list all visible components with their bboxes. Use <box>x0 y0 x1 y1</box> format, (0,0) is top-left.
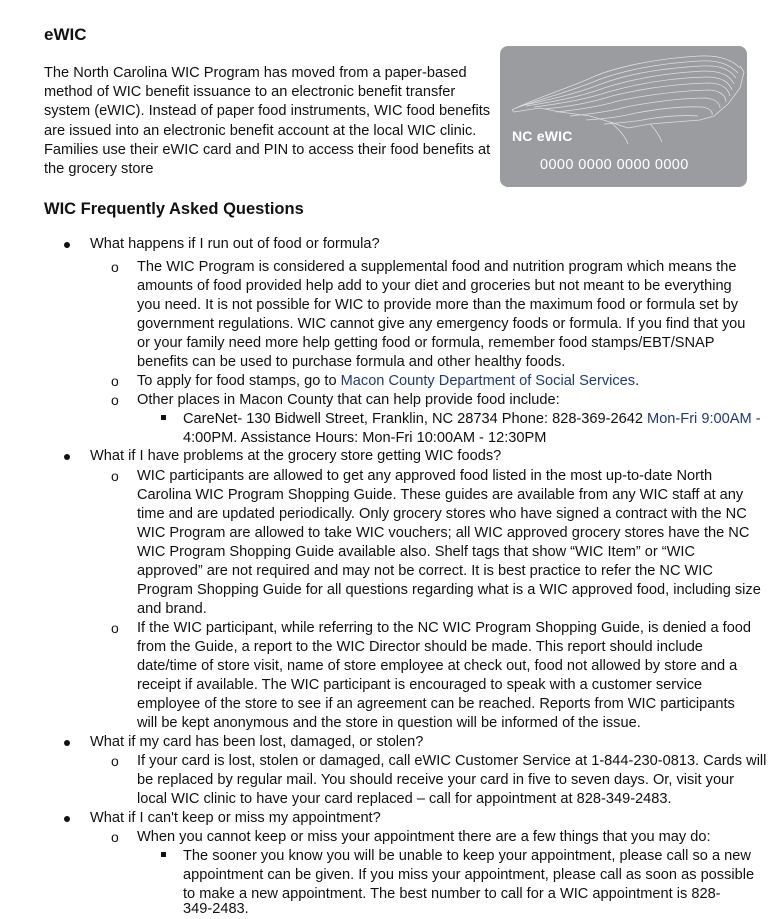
bullet-circle-icon: o <box>111 259 119 275</box>
bullet-circle-icon: o <box>111 392 119 408</box>
answer-line: Carolina WIC Program Shopping Guide. These guides are available from any WIC staff at any <box>137 487 744 503</box>
answer-line: local WIC clinic to have your card replaced – call for appointment at 828-349-2483. <box>137 791 672 807</box>
bullet-circle-icon: o <box>111 620 119 636</box>
answer-line: you need. It is not possible for WIC to provide more than the maximum food or formula set by <box>137 297 739 313</box>
answer-line <box>183 410 761 429</box>
answer-line: 349-2483. <box>183 901 249 917</box>
answer-line: from the Guide, a report to the WIC Director should be made. This report should include <box>137 639 703 655</box>
intro-line: are issued into an electronic benefit account at the local WIC clinic. <box>44 122 477 139</box>
bullet-dot-icon <box>64 816 70 822</box>
carenet-address: CareNet- 130 Bidwell Street, Franklin, NC 28734 Phone: 828-369-2642 <box>183 411 648 427</box>
card-number: 0000 0000 0000 0000 <box>540 157 689 173</box>
answer-line: time and are updated periodically. Only grocery stores who have signed a contract with the NC <box>137 506 747 522</box>
ewic-card-image <box>500 46 747 187</box>
faq-question: What if I can't keep or miss my appointment? <box>90 810 381 826</box>
answer-line: appointment can be given. If you miss your appointment, please call as soon as possible <box>183 867 755 883</box>
intro-line: method of WIC benefit issuance to an electronic benefit transfer <box>44 84 456 101</box>
answer-line: When you cannot keep or miss your appointment there are a few things that you may do: <box>137 829 711 845</box>
answer-line: If the WIC participant, while referring to the NC WIC Program Shopping Guide, is denied a food <box>137 620 752 636</box>
answer-line: date/time of store visit, name of store employee at check out, food not allowed by store and a <box>137 658 738 674</box>
dss-link[interactable]: Macon County Department of Social Services <box>340 373 636 389</box>
answer-line: Program Shopping Guide for all questions regarding what is a WIC approved food, including size <box>137 582 761 598</box>
answer-line: will be kept anonymous and the store in question will be informed of the issue. <box>137 715 641 731</box>
answer-line: to make a new appointment. The best number to call for a WIC appointment is 828- <box>183 886 721 902</box>
bullet-dot-icon <box>64 740 70 746</box>
answer-line: be replaced by regular mail. You should receive your card in five to seven days. Or, visit your <box>137 772 735 788</box>
answer-line: If your card is lost, stolen or damaged, call eWIC Customer Service at 1-844-230-0813. Cards will <box>137 753 767 769</box>
answer-line: approved” are not required and may not be correct. It is best practice to refer the NC WIC <box>137 563 713 579</box>
carenet-hours: Mon-Fri 9:00AM - <box>647 411 761 427</box>
bullet-circle-icon: o <box>111 829 119 845</box>
answer-line: benefits can be used to purchase formula and other healthy foods. <box>137 354 566 370</box>
answer-line: receipt if available. The WIC participant is encouraged to speak with a customer service <box>137 677 703 693</box>
bullet-circle-icon: o <box>111 373 119 389</box>
answer-line: WIC participants are allowed to get any approved food listed in the most up-to-date North <box>137 468 713 484</box>
answer-line <box>137 372 639 391</box>
intro-line: system (eWIC). Instead of paper food instruments, WIC food benefits <box>44 103 491 120</box>
intro-line: the grocery store <box>44 160 154 177</box>
faq-question: What happens if I run out of food or formula? <box>90 236 380 252</box>
answer-line: amounts of food provided help add to your diet and groceries but not meant to be everything <box>137 278 732 294</box>
bullet-circle-icon: o <box>111 468 119 484</box>
answer-text: . <box>635 373 640 389</box>
intro-paragraph <box>44 64 494 179</box>
answer-line: employee of the store to see if an agreement can be reached. Reports from WIC participants <box>137 696 735 712</box>
faq-question: What if my card has been lost, damaged, or stolen? <box>90 734 424 750</box>
answer-text: To apply for food stamps, go to <box>137 373 341 389</box>
page-title: eWIC <box>44 25 87 44</box>
intro-line: The North Carolina WIC Program has moved from a paper-based <box>44 65 467 81</box>
faq-title: WIC Frequently Asked Questions <box>44 200 304 218</box>
bullet-dot-icon <box>64 454 70 460</box>
answer-line: or your family need more help getting food or formula, remember food stamps/EBT/SNAP <box>137 335 715 351</box>
answer-line: and brand. <box>137 601 207 617</box>
answer-line: Other places in Macon County that can help provide food include: <box>137 392 560 408</box>
answer-line: The sooner you know you will be unable to keep your appointment, please call so a new <box>183 848 751 864</box>
answer-line: WIC Program are allowed to take WIC vouchers; all WIC approved grocery stores have the NC <box>137 525 750 541</box>
bullet-square-icon <box>161 852 166 857</box>
faq-question: What if I have problems at the grocery store getting WIC foods? <box>90 448 502 464</box>
bullet-circle-icon: o <box>111 753 119 769</box>
answer-line: 4:00PM. Assistance Hours: Mon-Fri 10:00AM - 12:30PM <box>183 430 547 446</box>
answer-line: The WIC Program is considered a supplemental food and nutrition program which means the <box>137 259 737 275</box>
card-brand-label: NC eWIC <box>512 128 573 144</box>
bullet-dot-icon <box>64 242 70 248</box>
answer-line: WIC Program Shopping Guide available also. Shelf tags that show “WIC Item” or “WIC <box>137 544 696 560</box>
answer-line: government regulations. WIC cannot give any emergency foods or formula. If you find that you <box>137 316 746 332</box>
intro-line: Families use their eWIC card and PIN to access their food benefits at <box>44 141 491 158</box>
bullet-square-icon <box>161 415 166 420</box>
